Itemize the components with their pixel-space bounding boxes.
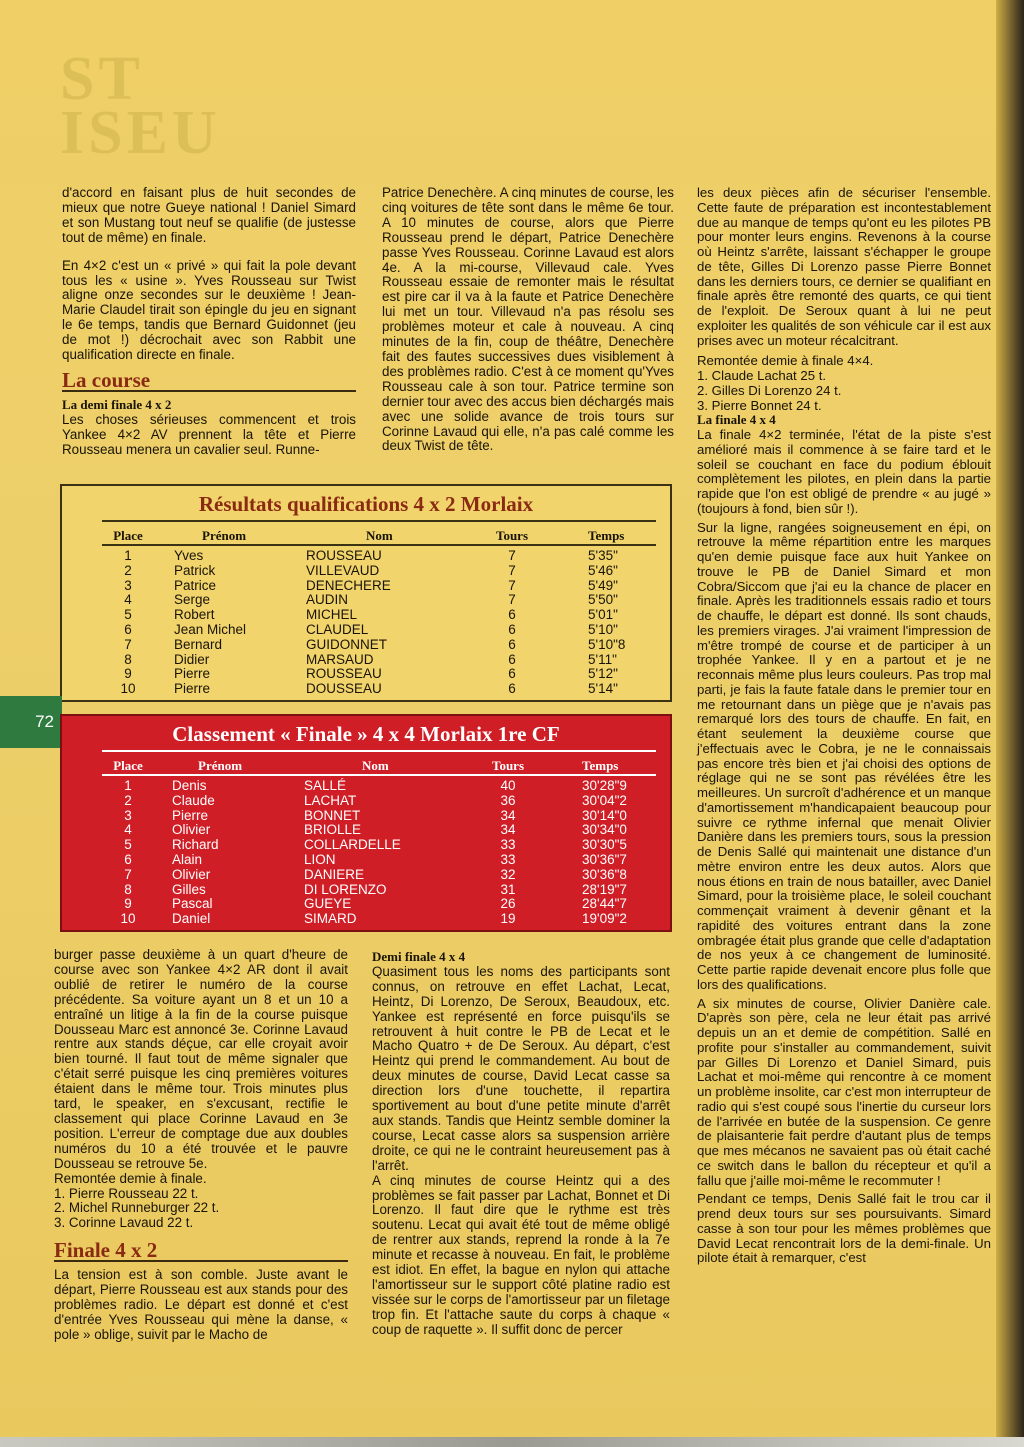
cell-prenom: Yves xyxy=(174,548,204,563)
cell-place: 2 xyxy=(124,792,132,808)
cell-nom: LION xyxy=(304,852,336,867)
table-header-row xyxy=(62,758,670,773)
cell-nom: SIMARD xyxy=(304,911,357,927)
cell-prenom: Gilles xyxy=(172,881,206,897)
cell-temps: 30'30"5 xyxy=(582,837,627,853)
remontee-item: 3. Pierre Bonnet 24 t. xyxy=(697,397,822,413)
finale-classement-table xyxy=(60,714,672,932)
header-place: Place xyxy=(113,528,143,543)
cell-temps: 30'14"0 xyxy=(582,807,627,823)
remontee-item: 2. Gilles Di Lorenzo 24 t. xyxy=(697,382,842,398)
paragraph: La tension est à son comble. Juste avant le départ, Pierre Rousseau est aux stands pour des problèmes radio. Le départ est donné et c'est d'entrée Yves Rousseau qui mène la danse, « pole » oblige, suivit par le Macho de xyxy=(54,1267,348,1342)
cell-place: 9 xyxy=(124,666,132,682)
cell-tours: 34 xyxy=(500,807,516,823)
paragraph: Patrice Denechère. A cinq minutes de course, les cinq voitures de tête sont dans le même 6e tour. A 10 minutes de course, alors que Pierre Rousseau prend le départ, Patrice Denechère passe Yves Rousseau. Corinne Lavaud est alors 4e. A la mi-course, Villevaud cale. Yves Rousseau essaie de remonter mais le résultat est pire car il va à la faute et Patrice Denechère lui met un tour. Villevaud n'a pas résolu ses problèmes moteur et cale à nouveau. A cinq minutes de la fin, coup de théâtre, Denechère fait des fautes successives dues visiblement à des problèmes radio. C'est à ce moment qu'Yves Rousseau cale à son tour. Patrice termine son dernier tour avec des accus bien déchargés mais avec une solide avance de trois tours sur Corinne Lavaud qui elle, n'a pas calé comme les deux Twist de tête. xyxy=(382,185,674,454)
cell-place: 5 xyxy=(124,607,132,623)
cell-prenom: Robert xyxy=(174,607,215,623)
table-row xyxy=(62,837,670,852)
header-nom: Nom xyxy=(362,758,389,773)
cell-prenom: Daniel xyxy=(172,911,211,927)
cell-prenom: Claude xyxy=(172,792,215,808)
qualifications-table xyxy=(60,484,672,702)
remontee-item: 2. Michel Runneburger 22 t. xyxy=(54,1200,220,1216)
cell-temps: 5'14" xyxy=(588,681,618,697)
remontee-item: 3. Corinne Lavaud 22 t. xyxy=(54,1215,194,1231)
cell-temps: 5'10"8 xyxy=(588,636,626,652)
cell-place: 4 xyxy=(124,592,132,608)
cell-temps: 30'36"7 xyxy=(582,852,627,867)
header-tours: Tours xyxy=(491,758,525,773)
cell-prenom: Didier xyxy=(174,651,210,667)
column-1-bottom xyxy=(54,948,348,1343)
cell-place: 7 xyxy=(124,866,132,882)
cell-nom: MICHEL xyxy=(306,607,358,623)
table-title: Résultats qualifications 4 x 2 Morlaix xyxy=(198,492,534,516)
cell-prenom: Alain xyxy=(172,852,203,867)
page-number: 72 xyxy=(0,696,62,748)
remontee-item: 1. Pierre Rousseau 22 t. xyxy=(54,1185,199,1201)
cell-tours: 6 xyxy=(508,681,516,697)
table-row xyxy=(62,563,670,578)
cell-tours: 33 xyxy=(500,852,516,867)
cell-tours: 7 xyxy=(508,548,516,563)
paragraph: Sur la ligne, rangées soigneusement en épi, on retrouve la même répartition entre les marques qu'en demie puisque face aux huit Yankee on trouve le PB de Daniel Simard et mon Cobra/Siccom que j'ai eu la chance de placer en finale. Après les traditionnels essais radio et tours de chauffe, le départ est donné. Ils sont chauds, les premiers virages. J'ai vraiment l'impression de m'être trompé de course et de participer à un trophée Yankee. Il y en a partout et je ne reconnais même plus leurs couleurs. Pas trop mal parti, je fais la faute fatale dans le premier tour en me retournant dans un piège que je n'avais pas remarqué lors des tours de chauffe. En fait, en étant seulement la deuxième course que j'effectuais avec le Cobra, je ne le connaissais pas encore très bien et j'ai choisi des options de réglage qui ne se sont pas révélées être les meilleures. Un surcroît d'adhérence et un manque d'amortissement m'handicapaient beaucoup pour suivre ce rythme infernal que menait Olivier Danière dans les premiers tours, sous la pression de Denis Sallé qui maintenait une distance d'un mètre environ entre les deux autos. Alors que nous étions en train de nous batailler, avec Daniel Simard, pour la troisième place, le soleil couchant commençait vraiment à devenir gênant et la rapidité des voitures entrant dans la zone ombragée était plus grande que celle d'adaptation de nos yeux à ce changement de luminosité. Cette partie rapide devenait encore plus folle que lors des qualifications. xyxy=(697,519,991,992)
table-row xyxy=(62,867,670,882)
page-binding-edge xyxy=(996,0,1024,1447)
table-row xyxy=(62,666,670,681)
cell-temps: 30'04"2 xyxy=(582,792,627,808)
header-prenom: Prénom xyxy=(202,528,247,543)
cell-nom: GUIDONNET xyxy=(306,636,387,652)
cell-place: 2 xyxy=(124,562,132,578)
cell-place: 3 xyxy=(124,577,132,593)
cell-prenom: Patrice xyxy=(174,577,217,593)
section-heading-la-course: La course xyxy=(62,373,356,392)
cell-place: 9 xyxy=(124,896,132,912)
cell-tours: 6 xyxy=(508,636,516,652)
remontee-item: 1. Claude Lachat 25 t. xyxy=(697,368,827,383)
cell-place: 4 xyxy=(124,822,132,838)
scan-bottom-edge xyxy=(0,1437,1024,1447)
cell-tours: 7 xyxy=(508,577,516,593)
cell-nom: SALLÉ xyxy=(304,778,347,793)
cell-tours: 6 xyxy=(508,666,516,682)
cell-nom: MARSAUD xyxy=(306,651,374,667)
table-row xyxy=(62,852,670,867)
cell-temps: 30'28"9 xyxy=(582,778,627,793)
column-2-bottom xyxy=(372,950,670,1338)
paragraph: A cinq minutes de course Heintz qui a des problèmes se fait passer par Lachat, Bonnet et Di Lorenzo. Il faut dire que le rythme est très soutenu. Lecat qui avait été tout de même obligé de rentrer aux stands, reprend la ronde à la 7e minute et recasse à nouveau. En fait, le problème est idiot. En effet, la bague en nylon qui attache l'amortisseur sur le support côté platine radio est vissée sur le corps de l'amortisseur par un filetage trop fin. Et l'attache saute du corps à chaque « coup de raquette ». Il suffit donc de percer xyxy=(372,1172,670,1337)
cell-temps: 30'36"8 xyxy=(582,866,627,882)
table-row xyxy=(62,793,670,808)
cell-tours: 6 xyxy=(508,622,516,637)
table-row xyxy=(62,882,670,897)
cell-temps: 5'50" xyxy=(588,592,618,608)
cell-prenom: Pierre xyxy=(174,681,211,697)
cell-nom: CLAUDEL xyxy=(306,622,369,637)
subheading-demi-finale-4x2: La demi finale 4 x 2 xyxy=(62,396,172,412)
column-2-top xyxy=(382,186,674,454)
remontee-title: Remontée demie à finale. xyxy=(54,1170,207,1186)
header-place: Place xyxy=(113,758,143,773)
subheading-finale-4x4: La finale 4 x 4 xyxy=(697,412,776,428)
table-rule xyxy=(102,544,656,546)
table-header-row xyxy=(62,528,670,543)
cell-place: 7 xyxy=(124,636,132,652)
paragraph: les deux pièces afin de sécuriser l'ensemble. Cette faute de préparation est incontestablement due au manque de temps qu'ont eu les pilotes PB pour monter leurs engins. Revenons à la course où Heintz s'arrête, laissant s'échapper le groupe de tête, Gilles Di Lorenzo passe Pierre Bonnet dans les derniers tours, ce dernier se qualifiant en finale après être remonté des quarts, ce qui tient de l'exploit. De Seroux quant à lui ne peut exploiter les qualités de son véhicule car il est aux prises avec un moteur récalcitrant. xyxy=(697,185,991,348)
cell-nom: VILLEVAUD xyxy=(306,562,380,578)
header-temps: Temps xyxy=(588,528,625,543)
cell-prenom: Olivier xyxy=(172,822,211,838)
cell-place: 3 xyxy=(124,807,132,823)
table-row xyxy=(62,548,670,563)
cell-place: 5 xyxy=(124,837,132,853)
paragraph: Les choses sérieuses commencent et trois Yankee 4×2 AV prennent la tête et Pierre Rousseau menera un cavalier seul. Runne- xyxy=(62,411,356,457)
cell-place: 6 xyxy=(124,622,132,637)
table-row xyxy=(62,607,670,622)
cell-temps: 28'19"7 xyxy=(582,881,627,897)
cell-temps: 30'34"0 xyxy=(582,822,627,838)
cell-tours: 33 xyxy=(500,837,516,853)
table-rule xyxy=(102,520,656,522)
cell-nom: ROUSSEAU xyxy=(306,548,382,563)
table-row xyxy=(62,808,670,823)
table-row xyxy=(62,822,670,837)
paragraph: burger passe deuxième à un quart d'heure de course avec son Yankee 4×2 AR dont il avait oublié de retirer le numéro de la course précédente. Sa voiture ayant un 8 et un 10 a entraîné un litige à la fin de la course puisque Dousseau Marc est annoncé 3e. Corinne Lavaud rentre aux stands déçue, car elle croyait avoir bien tourné. Il faut tout de même signaler que c'était serré puisque les cinq premières voitures étaient dans le même tour. Trois minutes plus tard, le speaker, en s'excusant, rectifie le classement qui place Corinne Lavaud en 3e position. L'erreur de comptage due aux doubles numéros du 10 a été trouvée et le pauvre Dousseau se retrouve 5e. xyxy=(54,947,348,1171)
cell-prenom: Pierre xyxy=(174,666,211,682)
cell-prenom: Richard xyxy=(172,837,219,853)
cell-tours: 6 xyxy=(508,651,516,667)
faded-title-bleedthrough: ST ISEU xyxy=(60,45,221,167)
cell-temps: 28'44"7 xyxy=(582,896,627,912)
paragraph: En 4×2 c'est un « privé » qui fait la pole devant tous les « usine ». Yves Rousseau sur Twist aligne onze secondes sur le deuxième ! Jean-Marie Claudel tirait son épingle du jeu en signant le 6e temps, tandis que Bernard Guidonnet (jeu de mot !) décrochait avec son Rabbit une qualification directe en finale. xyxy=(62,257,356,363)
section-heading-finale-4x2: Finale 4 x 2 xyxy=(54,1243,348,1262)
table-row xyxy=(62,896,670,911)
cell-place: 1 xyxy=(124,548,132,563)
paragraph: d'accord en faisant plus de huit secondes de mieux que notre Gueye national ! Daniel Simard et son Mustang tout neuf se qualifie (de justesse tout de même) en finale. xyxy=(62,185,356,245)
cell-prenom: Bernard xyxy=(174,636,223,652)
paragraph: La finale 4×2 terminée, l'état de la piste s'est amélioré mais il commence à se faire tard et le soleil se couchant en face du podium éblouit complètement les pilotes, en plein dans la partie rapide que l'on est obligé de prendre « au jugé » (toujours à fond, bien sûr !). xyxy=(697,427,991,516)
cell-nom: BRIOLLE xyxy=(304,822,362,838)
cell-tours: 7 xyxy=(508,592,516,608)
table-row xyxy=(62,778,670,793)
cell-place: 1 xyxy=(124,778,132,793)
header-tours: Tours xyxy=(495,528,529,543)
cell-tours: 36 xyxy=(500,792,516,808)
cell-temps: 5'49" xyxy=(588,577,618,593)
cell-prenom: Olivier xyxy=(172,866,211,882)
cell-place: 8 xyxy=(124,651,132,667)
cell-prenom: Patrick xyxy=(174,562,216,578)
cell-prenom: Jean Michel xyxy=(174,622,247,637)
table-title: Classement « Finale » 4 x 4 Morlaix 1re CF xyxy=(172,722,560,746)
cell-tours: 19 xyxy=(500,911,516,927)
cell-nom: GUEYE xyxy=(304,896,352,912)
table-row xyxy=(62,652,670,667)
cell-place: 10 xyxy=(120,911,136,927)
cell-temps: 5'46" xyxy=(588,562,618,578)
cell-prenom: Denis xyxy=(172,778,207,793)
cell-nom: DANIERE xyxy=(304,866,365,882)
cell-prenom: Pascal xyxy=(172,896,213,912)
table-row xyxy=(62,681,670,696)
cell-place: 8 xyxy=(124,881,132,897)
cell-tours: 32 xyxy=(500,866,516,882)
header-prenom: Prénom xyxy=(198,758,243,773)
cell-prenom: Serge xyxy=(174,592,211,608)
table-rule xyxy=(102,774,656,776)
cell-tours: 31 xyxy=(500,881,516,897)
table-row xyxy=(62,911,670,926)
cell-temps: 5'11" xyxy=(588,651,617,667)
subheading-demi-finale-4x4: Demi finale 4 x 4 xyxy=(372,949,466,964)
cell-nom: LACHAT xyxy=(304,792,357,808)
remontee-title: Remontée demie à finale 4×4. xyxy=(697,353,874,369)
cell-tours: 26 xyxy=(500,896,516,912)
paragraph: Quasiment tous les noms des participants sont connus, on retrouve en effet Lachat, Lecat, Heintz, Di Lorenzo, De Seroux, Beaudoux, etc. Yankee est représenté en force puisqu'ils se retrouvent à huit contre le PB de Lecat et le Macho Quatro + de De Seroux. Au départ, c'est Heintz qui prend le commandement. Au bout de deux minutes de course, David Lecat casse sa direction lors d'une touchette, il repartira sportivement au bout d'une petite minute d'arrêt aux stands. Tandis que Heintz semble dominer la course, Lecat casse alors sa suspension arrière droite, ce qui ne le contraint heureusement pas à l'arrêt. xyxy=(372,963,670,1173)
paragraph: Pendant ce temps, Denis Sallé fait le trou car il prend deux tours sur ses poursuivants. Simard casse à son tour pour les mêmes problèmes que David Lecat rencontrait lors de la demi-finale. Un pilote était à remarquer, c'est xyxy=(697,1191,991,1266)
cell-temps: 5'35" xyxy=(588,548,618,563)
cell-tours: 40 xyxy=(500,778,516,793)
header-temps: Temps xyxy=(582,758,619,773)
column-1-top xyxy=(62,186,356,458)
cell-nom: ROUSSEAU xyxy=(306,666,382,682)
cell-prenom: Pierre xyxy=(172,807,209,823)
table-rule xyxy=(102,750,656,752)
table-row xyxy=(62,578,670,593)
cell-tours: 6 xyxy=(508,607,516,623)
cell-place: 6 xyxy=(124,852,132,867)
column-3 xyxy=(697,186,991,1266)
cell-place: 10 xyxy=(120,681,136,697)
cell-nom: BONNET xyxy=(304,807,361,823)
table-row xyxy=(62,622,670,637)
cell-nom: COLLARDELLE xyxy=(304,837,401,853)
cell-temps: 19'09"2 xyxy=(582,911,627,927)
cell-temps: 5'10" xyxy=(588,622,618,637)
paragraph: A six minutes de course, Olivier Danière cale. D'après son père, cela ne leur était pas arrivé depuis un an et demie de compétition. Sallé en profite pour s'installer au commandement, suivit par Gilles Di Lorenzo et Daniel Simard, puis Lachat et moi-même qui rencontre à ce moment un problème insolite, car c'est mon interrupteur de radio qui s'est coupé sous l'inertie du curseur lors de l'arrivée en butée de la suspension. Ce genre de plaisanterie fait perdre d'autant plus de temps que mes mécanos ne savaient pas où était caché ce switch dans le ballon du récepteur et qu'il a fallu que j'aille moi-même le recommuter ! xyxy=(697,995,991,1188)
header-nom: Nom xyxy=(366,528,393,543)
cell-nom: DI LORENZO xyxy=(304,881,387,897)
cell-tours: 7 xyxy=(508,562,516,578)
table-row xyxy=(62,637,670,652)
cell-nom: AUDIN xyxy=(306,592,349,608)
cell-nom: DOUSSEAU xyxy=(306,681,382,697)
cell-tours: 34 xyxy=(500,822,516,838)
table-row xyxy=(62,592,670,607)
cell-nom: DENECHERE xyxy=(306,577,391,593)
cell-temps: 5'12" xyxy=(588,666,618,682)
cell-temps: 5'01" xyxy=(588,607,618,623)
